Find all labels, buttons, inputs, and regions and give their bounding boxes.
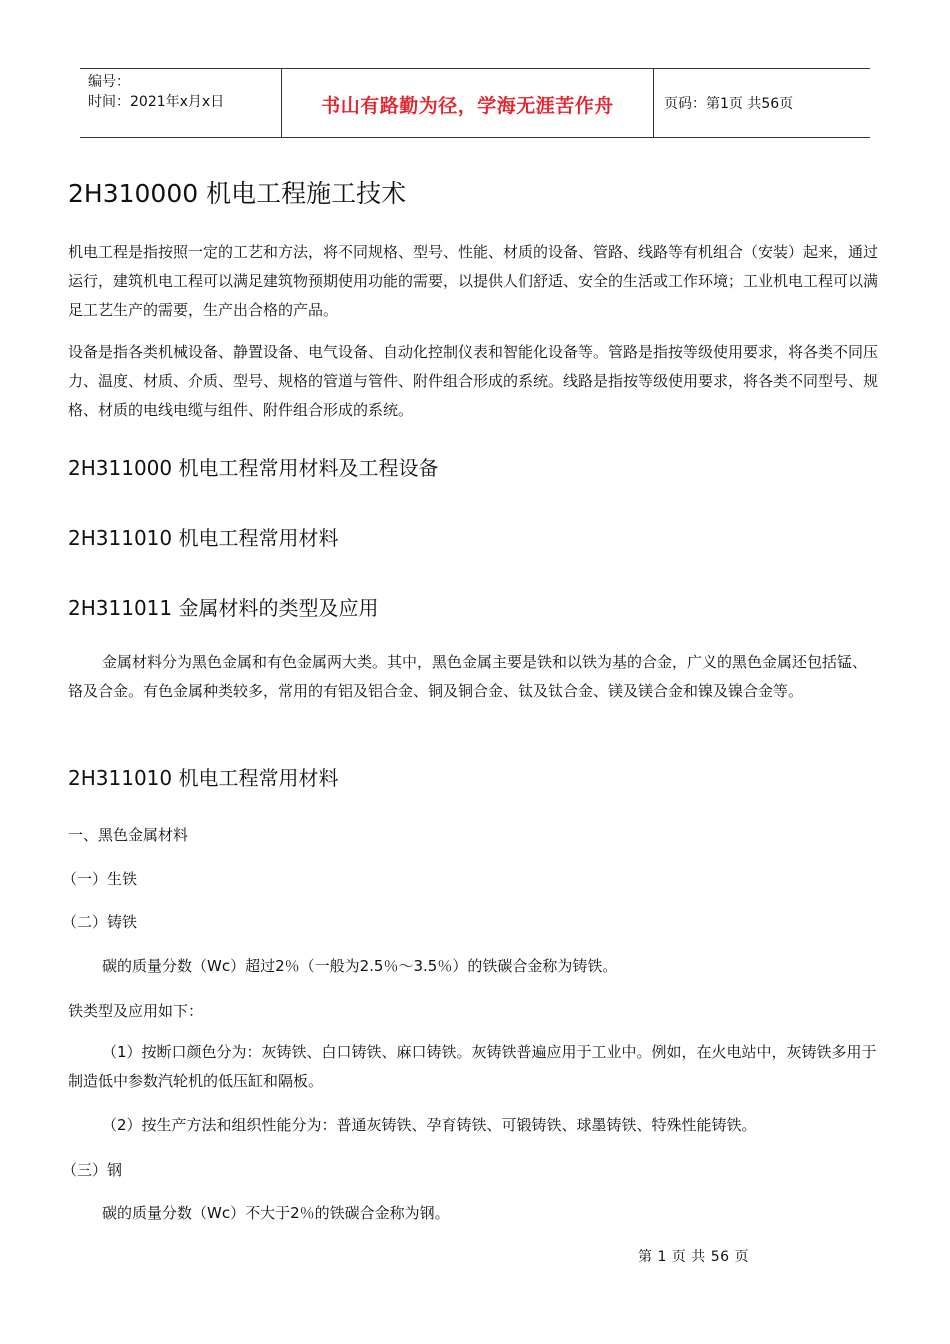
date-line: 时间：2021年x月x日 [88,94,225,110]
iron-types-intro: 铁类型及应用如下： [68,1002,204,1020]
page-title: 2H310000 机电工程施工技术 [68,179,407,208]
iron-type-1: （1）按断口颜色分为：灰铸铁、白口铸铁、麻口铸铁。灰铸铁普遍应用于工业中。例如，在火电站中，灰铸铁多用于制造低中参数汽轮机的低压缸和隔板。 [68,1043,877,1090]
metal-paragraph: 金属材料分为黑色金属和有色金属两大类。其中，黑色金属主要是铁和以铁为基的合金，广义的黑色金属还包括锰、铬及合金。有色金属种类较多，常用的有铝及铝合金、铜及铜合金、钛及钛合金、镁及镁合金和镍及镍合金等。 [68,653,868,700]
pig-iron-heading: （一）生铁 [62,870,138,888]
section-heading-311011: 2H311011 金属材料的类型及应用 [68,596,379,620]
ferrous-metals-heading: 一、黑色金属材料 [68,826,189,844]
cast-iron-heading: （二）铸铁 [62,913,138,931]
section-heading-311010-repeat: 2H311010 机电工程常用材料 [68,766,339,790]
serial-label: 编号： [88,74,130,90]
header-motto: 书山有路勤为径，学海无涯苦作舟 [321,94,614,117]
cast-iron-definition: 碳的质量分数（Wc）超过2％（一般为2.5％～3.5％）的铁碳合金称为铸铁。 [102,957,618,975]
intro-paragraph-1: 机电工程是指按照一定的工艺和方法，将不同规格、型号、性能、材质的设备、管路、线路等有机组合（安装）起来，通过运行，建筑机电工程可以满足建筑物预期使用功能的需要，以提供人们舒适、安全的生活或工作环境；工业机电工程可以满足工艺生产的需要，生产出合格的产品。 [68,243,879,319]
section-heading-311000: 2H311000 机电工程常用材料及工程设备 [68,456,439,480]
iron-type-2: （2）按生产方法和组织性能分为：普通灰铸铁、孕育铸铁、可锻铸铁、球墨铸铁、特殊性能铸铁。 [102,1116,757,1134]
header-page-info: 页码：第1页 共56页 [664,96,794,112]
header-motto-cell [282,69,654,137]
header-meta-cell [80,69,282,137]
intro-paragraph-2: 设备是指各类机械设备、静置设备、电气设备、自动化控制仪表和智能化设备等。管路是指按等级使用要求，将各类不同压力、温度、材质、介质、型号、规格的管道与管件、附件组合形成的系统。线路是指按等级使用要求，将各类不同型号、规格、材质的电线电缆与组件、附件组合形成的系统。 [68,343,879,419]
document-header [80,68,870,138]
header-page-cell [654,69,870,137]
steel-heading: （三）钢 [62,1161,123,1179]
steel-definition: 碳的质量分数（Wc）不大于2％的铁碳合金称为钢。 [102,1204,450,1222]
page-footer: 第 1 页 共 56 页 [638,1249,749,1265]
section-heading-311010: 2H311010 机电工程常用材料 [68,526,339,550]
